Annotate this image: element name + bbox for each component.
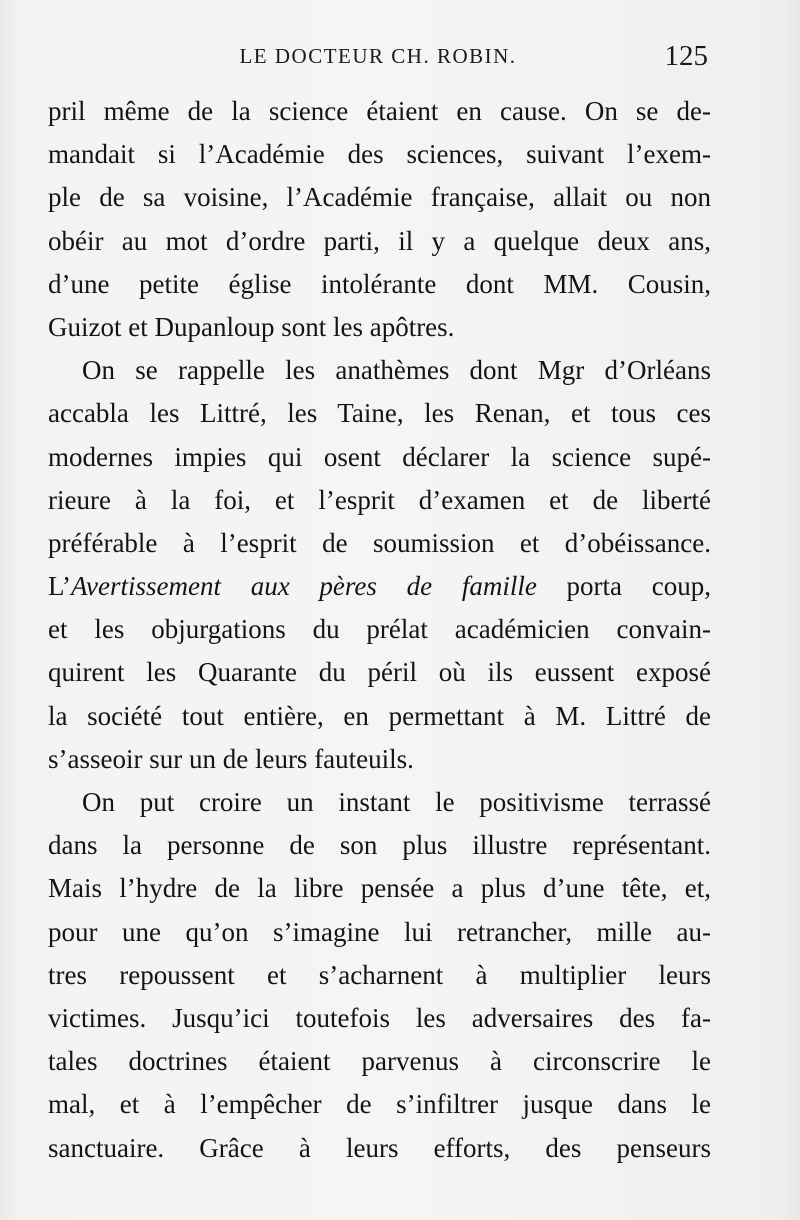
body-text bbox=[48, 90, 711, 1170]
italic-title: Avertissement aux pères de famille bbox=[71, 571, 537, 602]
text-line: tales doctrines étaient parvenus à circonscrire le bbox=[48, 1046, 711, 1077]
text-line: mandait si l’Académie des sciences, suivant l’exem- bbox=[48, 139, 711, 170]
text-line: et les objurgations du prélat académicien convain- bbox=[48, 614, 711, 645]
text-line: mal, et à l’empêcher de s’infiltrer jusque dans le bbox=[48, 1089, 711, 1120]
text-line: la société tout entière, en permettant à M. Littré de bbox=[48, 700, 711, 731]
page-number: 125 bbox=[664, 40, 708, 72]
text-line: On put croire un instant le positivisme terrassé bbox=[82, 787, 711, 817]
text-line: pour une qu’on s’imagine lui retrancher, mille au- bbox=[48, 916, 711, 947]
text-segment: porta coup, bbox=[536, 571, 711, 602]
text-line: d’une petite église intolérante dont MM. Cousin, bbox=[48, 268, 711, 299]
text-line: rieure à la foi, et l’esprit d’examen et de liberté bbox=[48, 484, 711, 515]
running-head: LE DOCTEUR CH. ROBIN. bbox=[239, 44, 517, 68]
text-segment: L’ bbox=[48, 571, 72, 602]
text-line: obéir au mot d’ordre parti, il y a quelque deux ans, bbox=[48, 225, 711, 256]
text-line: victimes. Jusqu’ici toutefois les adversaires des fa- bbox=[48, 1002, 711, 1033]
text-line: quirent les Quarante du péril où ils eussent exposé bbox=[48, 657, 711, 688]
text-line: modernes impies qui osent déclarer la science supé- bbox=[48, 441, 711, 472]
text-line: préférable à l’esprit de soumission et d’obéissance. bbox=[48, 527, 711, 558]
text-line: On se rappelle les anathèmes dont Mgr d’Orléans bbox=[82, 355, 711, 386]
text-line: dans la personne de son plus illustre représentant. bbox=[48, 830, 711, 861]
text-line: Mais l’hydre de la libre pensée a plus d’une tête, et, bbox=[48, 873, 711, 904]
text-line: pril même de la science étaient en cause. On se de- bbox=[48, 96, 711, 126]
text-line: tres repoussent et s’acharnent à multiplier leurs bbox=[48, 959, 711, 990]
text-line: Guizot et Dupanloup sont les apôtres. bbox=[48, 311, 455, 342]
text-line: ple de sa voisine, l’Académie française, allait ou non bbox=[48, 182, 711, 213]
text-line: s’asseoir sur un de leurs fauteuils. bbox=[48, 743, 414, 774]
text-line: accabla les Littré, les Taine, les Renan, et tous ces bbox=[48, 398, 711, 429]
text-line: sanctuaire. Grâce à leurs efforts, des penseurs bbox=[48, 1132, 711, 1163]
text-line bbox=[48, 565, 711, 608]
page-header bbox=[48, 40, 708, 76]
